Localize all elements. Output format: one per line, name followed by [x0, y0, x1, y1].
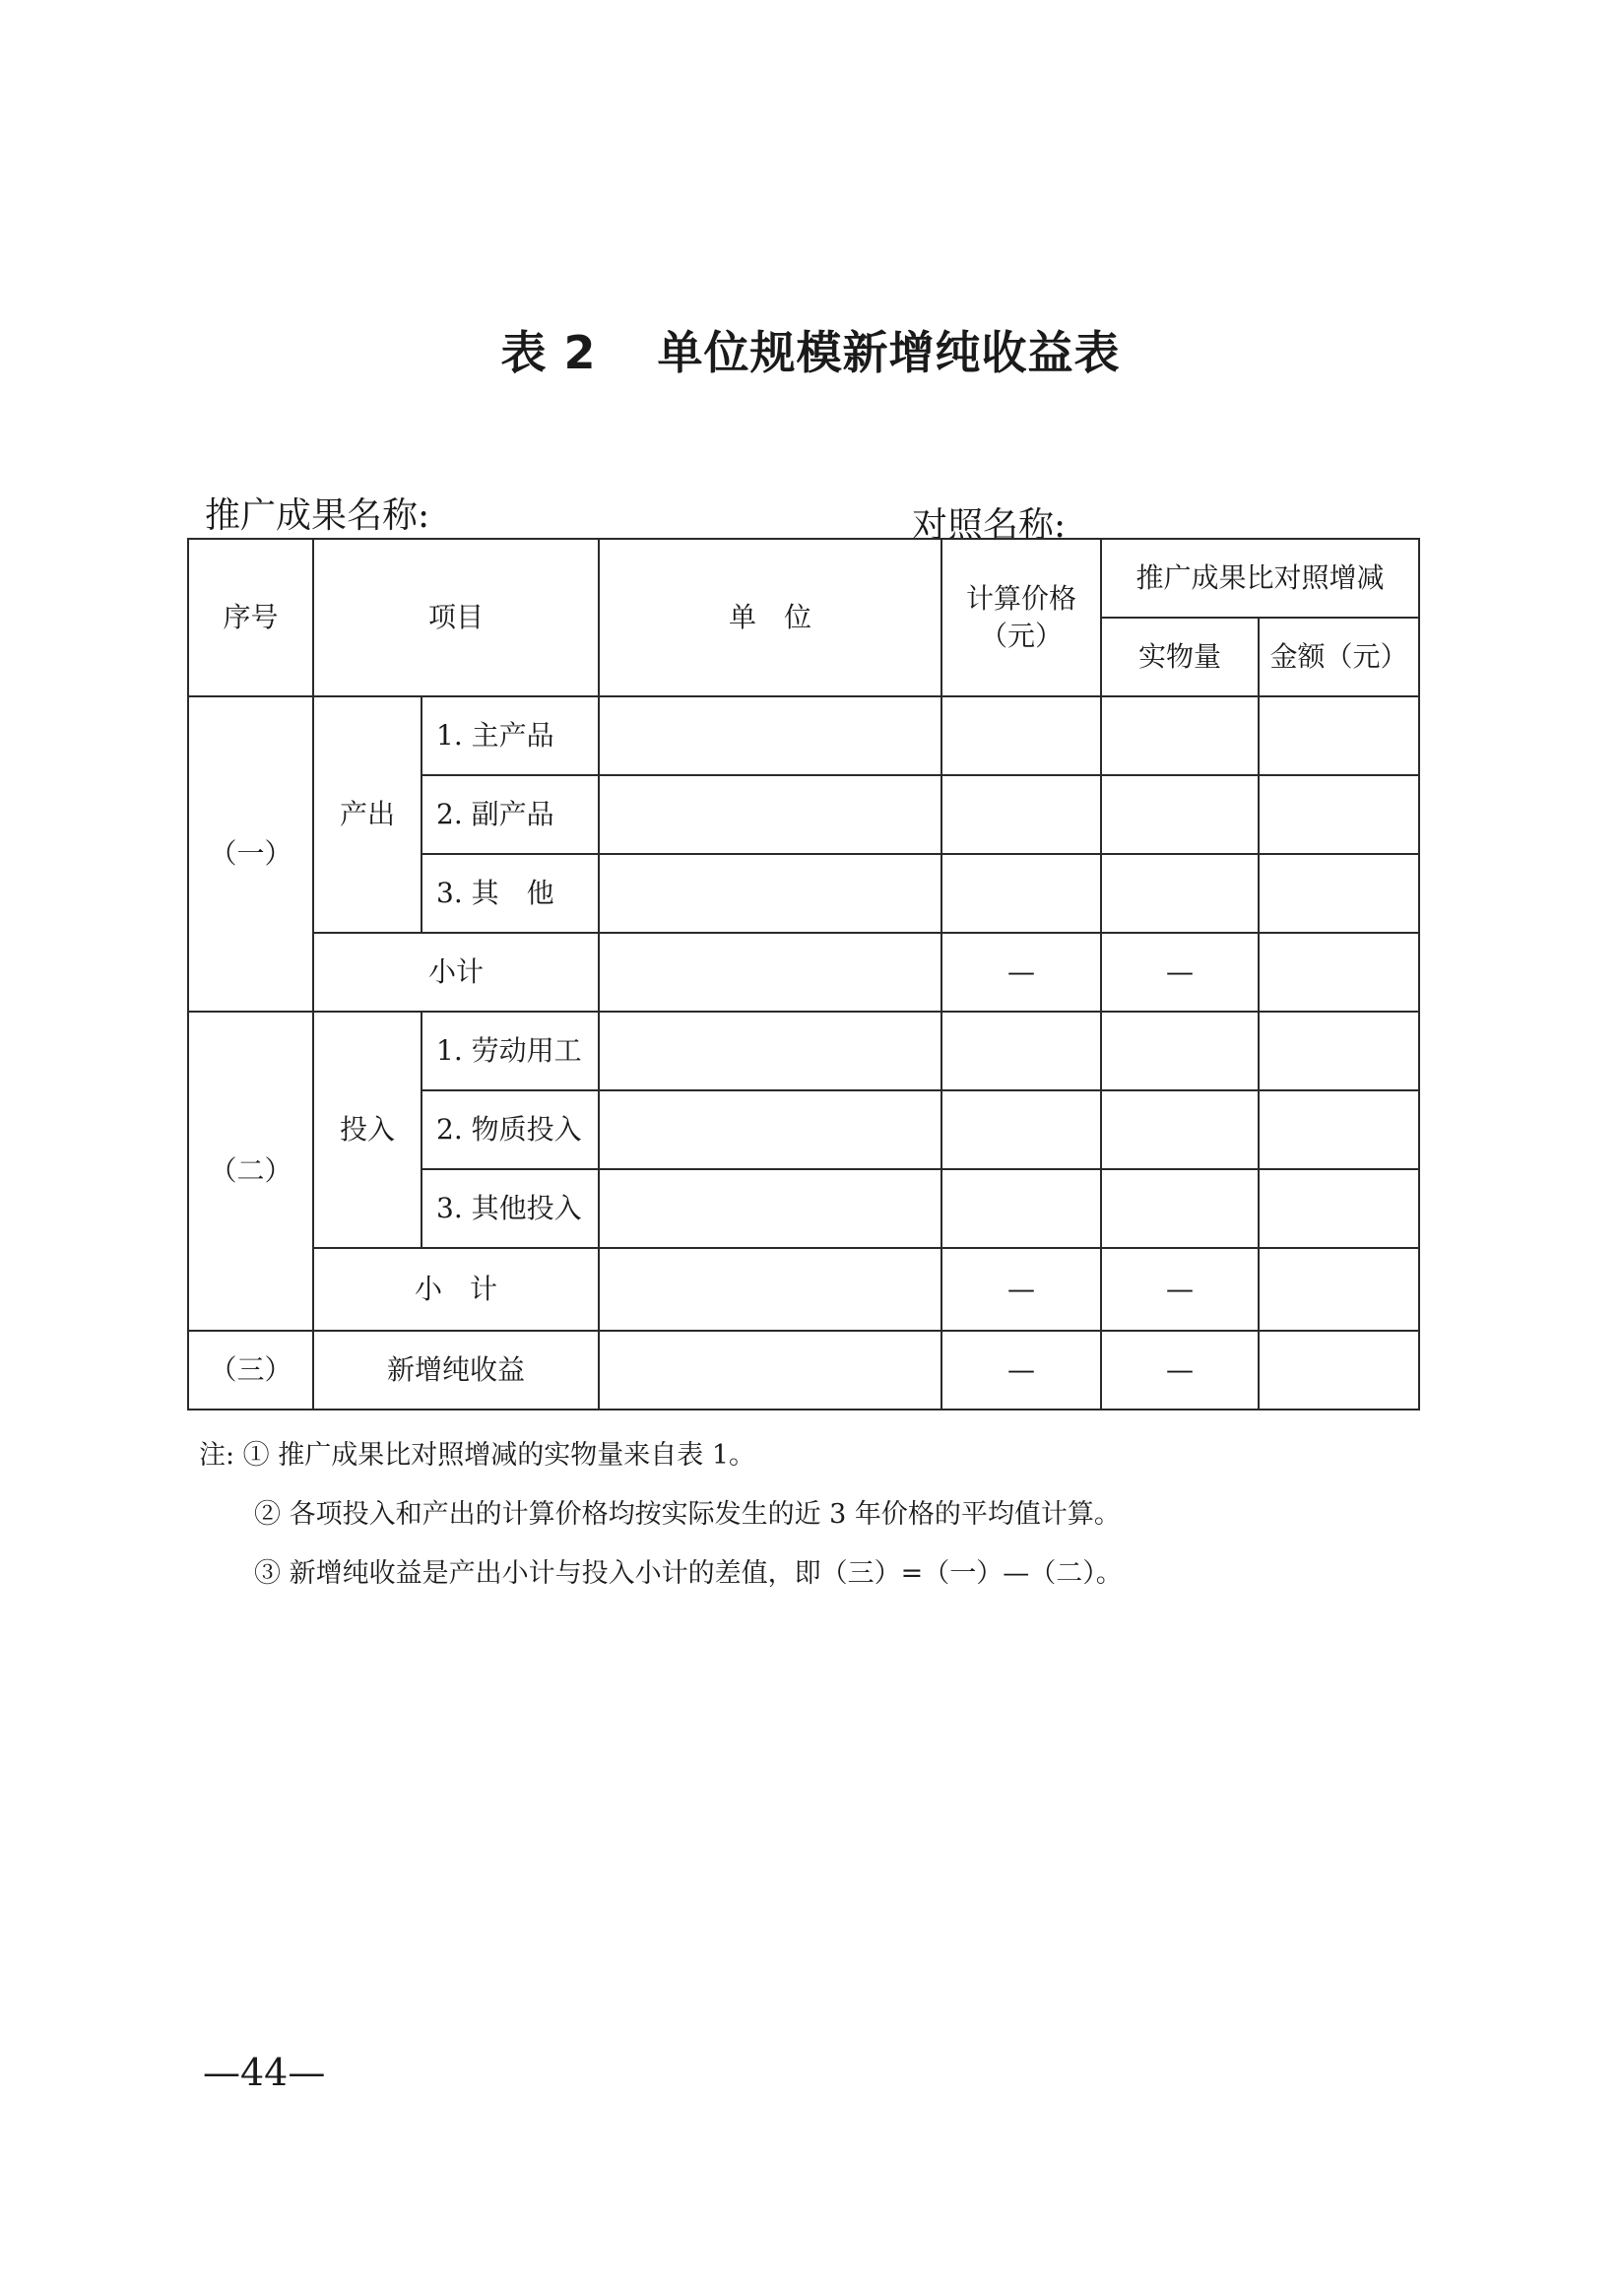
note-3: ③ 新增纯收益是产出小计与投入小计的差值，即（三）=（一）—（二）。: [254, 1558, 1123, 1589]
control-name-label: 对照名称:: [912, 505, 1067, 546]
header-price: [941, 539, 1101, 696]
header-quantity: 实物量: [1101, 618, 1259, 696]
cell-quantity[interactable]: [1101, 775, 1259, 854]
section2-item-1: 1. 劳动用工: [421, 1012, 599, 1090]
cell-amount[interactable]: [1259, 1331, 1419, 1410]
cell-amount[interactable]: [1259, 1248, 1419, 1331]
result-name-label: 推广成果名称:: [205, 495, 430, 536]
section2-subtotal: 小 计: [313, 1248, 599, 1331]
section1-item-3: 3. 其 他: [421, 854, 599, 933]
cell-price[interactable]: [941, 775, 1101, 854]
header-compare: 推广成果比对照增减: [1101, 539, 1419, 618]
section1-price-dash: —: [941, 933, 1101, 1012]
section3-seq: （三）: [188, 1331, 313, 1410]
section2-item-3: 3. 其他投入: [421, 1169, 599, 1248]
cell-quantity[interactable]: [1101, 1090, 1259, 1169]
section2-seq: （二）: [188, 1012, 313, 1331]
header-unit: 单 位: [599, 539, 941, 696]
cell-amount[interactable]: [1259, 854, 1419, 933]
cell-quantity[interactable]: [1101, 1169, 1259, 1248]
cell-price[interactable]: [941, 854, 1101, 933]
section1-subtotal: 小计: [313, 933, 599, 1012]
cell-unit[interactable]: [599, 696, 941, 775]
section1-group: 产出: [313, 696, 421, 933]
page-number: —44—: [203, 2051, 326, 2094]
cell-unit[interactable]: [599, 1169, 941, 1248]
cell-price[interactable]: [941, 1090, 1101, 1169]
table-title-text: 单位规模新增纯收益表: [657, 326, 1121, 379]
cell-quantity[interactable]: [1101, 1012, 1259, 1090]
header-amount: 金额（元）: [1259, 618, 1419, 696]
cell-amount[interactable]: [1259, 1012, 1419, 1090]
cell-unit[interactable]: [599, 775, 941, 854]
section3-price-dash: —: [941, 1331, 1101, 1410]
cell-price[interactable]: [941, 696, 1101, 775]
cell-quantity[interactable]: [1101, 854, 1259, 933]
section3-label: 新增纯收益: [313, 1331, 599, 1410]
section1-item-2: 2. 副产品: [421, 775, 599, 854]
section1-quantity-dash: —: [1101, 933, 1259, 1012]
section2-group: 投入: [313, 1012, 421, 1248]
net-income-table: [187, 538, 1420, 1410]
cell-unit[interactable]: [599, 1331, 941, 1410]
cell-unit[interactable]: [599, 1248, 941, 1331]
header-price-line2: （元）: [980, 620, 1064, 652]
page-title: [0, 317, 1621, 382]
note-2: ② 各项投入和产出的计算价格均按实际发生的近 3 年价格的平均值计算。: [254, 1499, 1121, 1530]
cell-amount[interactable]: [1259, 933, 1419, 1012]
header-seq: 序号: [188, 539, 313, 696]
section2-item-2: 2. 物质投入: [421, 1090, 599, 1169]
note-1: 注: ① 推广成果比对照增减的实物量来自表 1。: [199, 1440, 756, 1471]
cell-price[interactable]: [941, 1169, 1101, 1248]
section2-quantity-dash: —: [1101, 1248, 1259, 1331]
table-notes: [199, 1426, 1123, 1604]
header-item: 项目: [313, 539, 599, 696]
cell-unit[interactable]: [599, 854, 941, 933]
table-number: 表 2: [500, 326, 597, 379]
section1-seq: （一）: [188, 696, 313, 1012]
cell-amount[interactable]: [1259, 1169, 1419, 1248]
cell-unit[interactable]: [599, 1090, 941, 1169]
cell-unit[interactable]: [599, 1012, 941, 1090]
section2-price-dash: —: [941, 1248, 1101, 1331]
cell-amount[interactable]: [1259, 1090, 1419, 1169]
cell-amount[interactable]: [1259, 775, 1419, 854]
section1-item-1: 1. 主产品: [421, 696, 599, 775]
section3-quantity-dash: —: [1101, 1331, 1259, 1410]
cell-price[interactable]: [941, 1012, 1101, 1090]
cell-quantity[interactable]: [1101, 696, 1259, 775]
cell-amount[interactable]: [1259, 696, 1419, 775]
cell-unit[interactable]: [599, 933, 941, 1012]
header-price-line1: 计算价格: [966, 582, 1077, 616]
